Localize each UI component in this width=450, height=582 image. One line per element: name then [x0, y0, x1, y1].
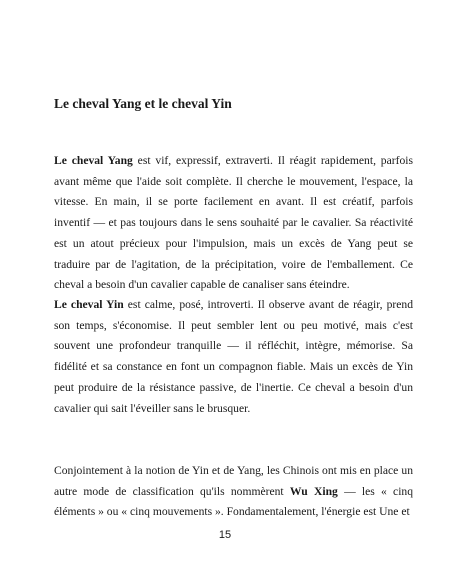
term-yin: Le cheval Yin [54, 298, 124, 311]
paragraph-yin [54, 295, 413, 419]
section-heading: Le cheval Yang et le cheval Yin [54, 96, 232, 111]
paragraph-yin-text: est calme, posé, introverti. Il observe avant de réagir, prend son temps, s'économise. Il peut sembler lent ou peu motivé, mais c'est souvent une profondeur tranquille — il réfléchit, intègre, mémorise. Sa fidélité et sa constance en font un compagnon fiable. Mais un excès de Yin peut produire de la résistance passive, de l'inertie. Ce cheval a besoin d'un cavalier qui sait l'éveiller sans le brusquer. [54, 298, 413, 415]
term-yang: Le cheval Yang [54, 154, 133, 167]
page-number: 15 [218, 529, 232, 541]
paragraph-wu-xing [54, 461, 413, 523]
paragraph-wu-xing-text-before: Conjointement à la notion de Yin et de Yang, les Chinois ont mis en place un autre mode de classification qu'ils nommèrent [54, 464, 413, 498]
paragraph-wu-xing-text-after: — les « cinq éléments » ou « cinq mouvements ». Fondamentalement, l'énergie est Une et [54, 484, 414, 519]
paragraph-yang-text: est vif, expressif, extraverti. Il réagit rapidement, parfois avant même que l'aide soit complète. Il cherche le mouvement, l'espace, la vitesse. En main, il se porte facilement en avant. Il est créatif, parfois inventif — et pas toujours dans le sens souhaité par le cavalier. Sa réactivité est un atout précieux pour l'impulsion, mais un excès de Yang peut se traduire par de l'agitation, de la précipitation, voire de l'emballement. Ce cheval a besoin d'un cavalier capable de canaliser sans éteindre. [54, 154, 414, 292]
term-wu-xing: Wu Xing [289, 484, 338, 498]
paragraph-yang [54, 151, 413, 296]
